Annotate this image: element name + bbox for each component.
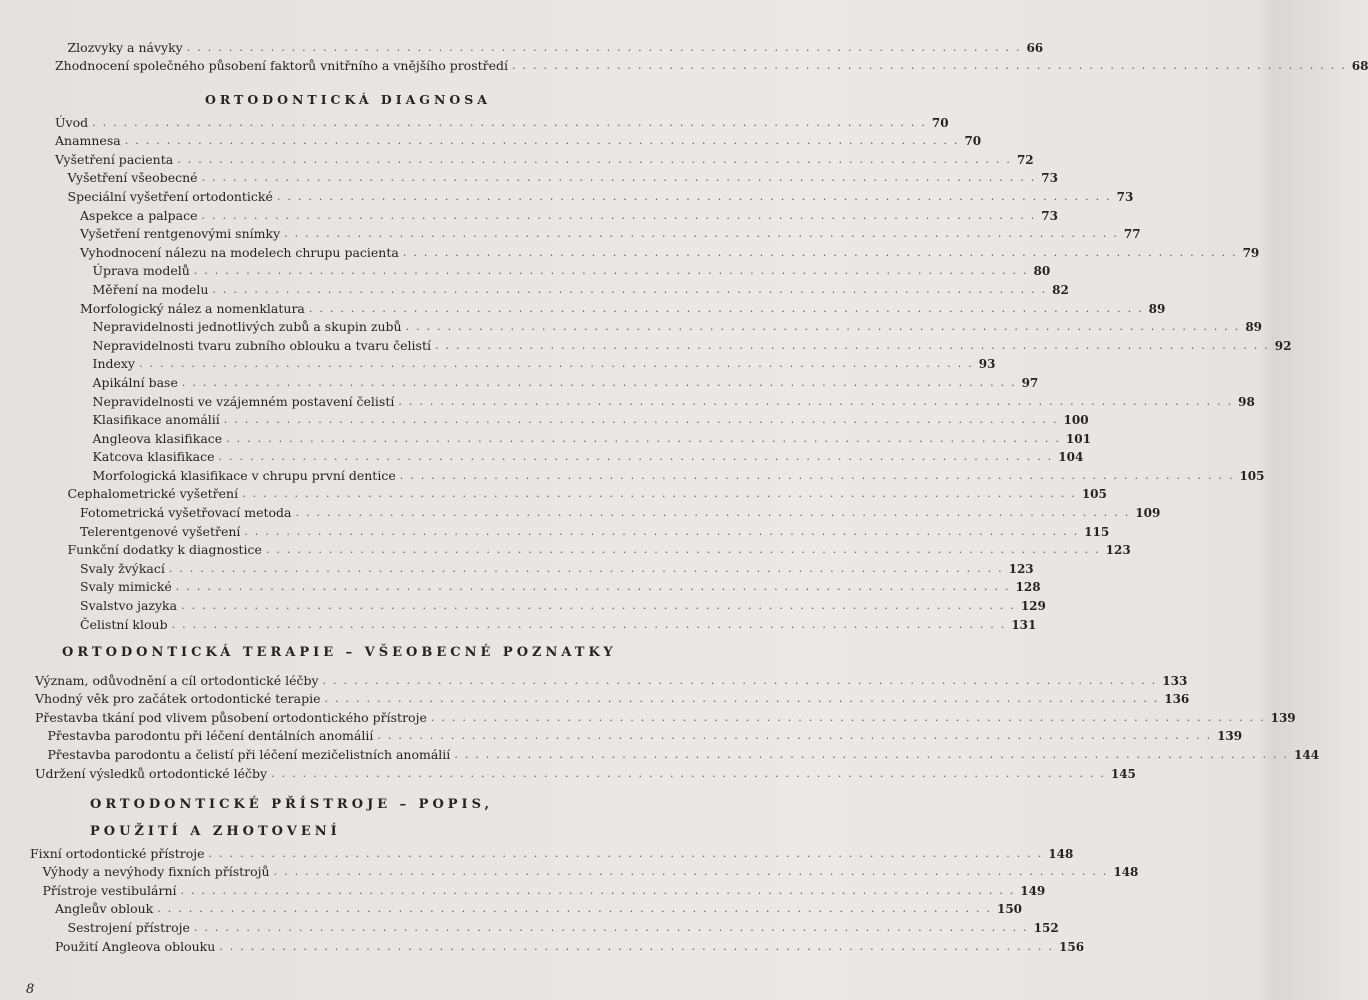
toc-entry-title: Katcova klasifikace bbox=[92, 449, 215, 465]
toc-entry-page: 97 bbox=[1021, 375, 1039, 390]
dot-leader: ................................................................................ bbox=[218, 450, 1059, 464]
toc-entry-title: Speciální vyšetření ortodontické bbox=[67, 188, 273, 204]
toc-entry-page: 144 bbox=[1294, 747, 1320, 762]
toc-entry bbox=[55, 539, 1131, 558]
dot-leader: ................................................................................ bbox=[186, 40, 1027, 54]
toc-entry bbox=[55, 576, 1041, 595]
toc-entry-title: Nepravidelnosti ve vzájemném postavení čelistí bbox=[92, 393, 395, 409]
dot-leader: ................................................................................ bbox=[308, 301, 1149, 315]
toc-entry bbox=[55, 353, 996, 372]
dot-leader: ................................................................................ bbox=[265, 543, 1106, 557]
toc-entry-page: 101 bbox=[1065, 431, 1091, 446]
toc-entry bbox=[55, 260, 1051, 279]
dot-leader: ................................................................................ bbox=[201, 171, 1042, 185]
toc-entry-title: Svaly žvýkací bbox=[80, 560, 165, 576]
toc-entry-title: Přestavba parodontu a čelistí při léčení mezičelistních anomálií bbox=[47, 746, 451, 762]
dot-leader: ................................................................................ bbox=[208, 846, 1049, 860]
toc-entry bbox=[55, 148, 1034, 167]
toc-entry bbox=[55, 55, 1368, 74]
dot-leader: ................................................................................ bbox=[139, 357, 979, 371]
dot-leader: ................................................................................ bbox=[180, 883, 1021, 897]
dot-leader: ................................................................................ bbox=[295, 506, 1136, 520]
toc-entry-title: Vhodný věk pro začátek ortodontické terapie bbox=[35, 691, 321, 707]
dot-leader: ................................................................................ bbox=[193, 920, 1034, 934]
toc-entry bbox=[55, 520, 1110, 539]
dot-leader: ................................................................................ bbox=[398, 394, 1239, 408]
toc-entry-title: Výhody a nevýhody fixních přístrojů bbox=[42, 864, 270, 880]
toc-entry-title: Svalstvo jazyka bbox=[80, 598, 178, 614]
toc-entry-title: Vyšetření pacienta bbox=[55, 151, 174, 167]
dot-leader: ................................................................................ bbox=[177, 152, 1017, 166]
toc-entry bbox=[55, 557, 1034, 576]
toc-entry bbox=[55, 334, 1292, 353]
toc-entry-title: Aspekce a palpace bbox=[80, 207, 198, 223]
toc-entry-page: 93 bbox=[978, 357, 996, 372]
toc-section-pristroje bbox=[30, 842, 1139, 954]
toc-entry-title: Použití Angleova oblouku bbox=[55, 938, 216, 954]
dot-leader: ................................................................................ bbox=[181, 375, 1022, 389]
toc-entry-page: 152 bbox=[1033, 920, 1059, 935]
dot-leader: ................................................................................ bbox=[434, 338, 1275, 352]
toc-entry-page: 68 bbox=[1351, 59, 1368, 74]
toc-entry bbox=[55, 371, 1039, 390]
dot-leader: ................................................................................ bbox=[193, 264, 1034, 278]
dot-leader: ................................................................................ bbox=[201, 208, 1042, 222]
dot-leader: ................................................................................ bbox=[454, 747, 1295, 761]
toc-entry bbox=[35, 725, 1243, 744]
toc-entry-title: Měření na modelu bbox=[92, 281, 209, 297]
toc-entry bbox=[55, 594, 1046, 614]
section-heading-terapie: ORTODONTICKÁ TERAPIE – VŠEOBECNÉ POZNATKY bbox=[62, 645, 617, 660]
toc-section-0 bbox=[55, 36, 1368, 74]
toc-entry-title: Cephalometrické vyšetření bbox=[67, 486, 239, 502]
toc-entry-page: 104 bbox=[1058, 450, 1084, 465]
toc-entry bbox=[30, 861, 1139, 880]
toc-entry-title: Přístroje vestibulární bbox=[42, 882, 177, 898]
toc-entry-page: 131 bbox=[1011, 617, 1037, 632]
toc-entry-page: 133 bbox=[1162, 673, 1188, 688]
toc-entry bbox=[35, 762, 1136, 781]
toc-entry-title: Nepravidelnosti tvaru zubního oblouku a tvaru čelistí bbox=[92, 337, 431, 353]
dot-leader: ................................................................................ bbox=[512, 59, 1352, 73]
toc-entry-page: 105 bbox=[1081, 487, 1107, 502]
toc-entry-title: Čelistní kloub bbox=[80, 616, 168, 632]
toc-entry-page: 73 bbox=[1116, 189, 1134, 204]
dot-leader: ................................................................................ bbox=[92, 115, 932, 129]
toc-entry-page: 89 bbox=[1245, 320, 1263, 335]
toc-entry-page: 128 bbox=[1015, 580, 1041, 595]
toc-section-diagnosa bbox=[55, 111, 1292, 632]
toc-entry bbox=[55, 278, 1069, 297]
toc-entry bbox=[55, 36, 1044, 55]
toc-entry-page: 148 bbox=[1048, 846, 1074, 861]
dot-leader: ................................................................................ bbox=[284, 227, 1124, 241]
dot-leader: ................................................................................ bbox=[212, 282, 1053, 296]
dot-leader: ................................................................................ bbox=[271, 766, 1111, 780]
toc-entry-page: 100 bbox=[1063, 413, 1089, 428]
toc-entry-page: 149 bbox=[1020, 883, 1046, 898]
toc-entry-page: 70 bbox=[931, 115, 949, 130]
toc-entry-title: Vyhodnocení nálezu na modelech chrupu pacienta bbox=[80, 244, 399, 260]
toc-entry bbox=[30, 879, 1046, 898]
toc-entry bbox=[35, 669, 1188, 688]
toc-entry-title: Přestavba parodontu při léčení dentálních anomálií bbox=[47, 728, 374, 744]
toc-entry bbox=[35, 706, 1296, 725]
toc-entry-title: Sestrojení přístroje bbox=[67, 919, 190, 935]
toc-entry-page: 105 bbox=[1239, 468, 1265, 483]
toc-entry bbox=[30, 842, 1074, 861]
toc-entry bbox=[55, 464, 1265, 483]
dot-leader: ................................................................................ bbox=[322, 673, 1163, 687]
dot-leader: ................................................................................ bbox=[324, 692, 1165, 706]
toc-entry-title: Funkční dodatky k diagnostice bbox=[67, 542, 262, 558]
toc-entry-title: Svaly mimické bbox=[80, 579, 172, 595]
dot-leader: ................................................................................ bbox=[171, 617, 1012, 631]
toc-entry bbox=[55, 427, 1091, 446]
toc-entry-page: 79 bbox=[1242, 245, 1260, 260]
toc-entry-title: Morfologická klasifikace v chrupu první dentice bbox=[92, 467, 396, 483]
toc-entry-title: Zlozvyky a návyky bbox=[67, 39, 183, 55]
toc-entry-title: Klasifikace anomálií bbox=[92, 412, 220, 428]
toc-entry-page: 66 bbox=[1026, 40, 1044, 55]
dot-leader: ................................................................................ bbox=[273, 865, 1114, 879]
dot-leader: ................................................................................ bbox=[219, 939, 1060, 953]
toc-entry-page: 89 bbox=[1148, 301, 1166, 316]
dot-leader: ................................................................................ bbox=[223, 413, 1064, 427]
toc-entry bbox=[55, 409, 1089, 428]
toc-entry-title: Apikální base bbox=[92, 374, 178, 390]
dot-leader: ................................................................................ bbox=[276, 189, 1117, 203]
toc-entry bbox=[30, 898, 1023, 917]
toc-entry bbox=[55, 316, 1263, 335]
toc-entry bbox=[55, 111, 949, 130]
toc-entry-page: 156 bbox=[1059, 939, 1085, 954]
toc-entry-page: 139 bbox=[1270, 710, 1296, 725]
dot-leader: ................................................................................ bbox=[430, 710, 1271, 724]
dot-leader: ................................................................................ bbox=[124, 134, 965, 148]
toc-entry-page: 98 bbox=[1238, 394, 1255, 409]
dot-leader: ................................................................................ bbox=[157, 902, 997, 916]
toc-entry bbox=[55, 241, 1260, 260]
toc-entry-page: 73 bbox=[1041, 171, 1058, 186]
toc-entry bbox=[55, 223, 1141, 242]
toc-entry-page: 150 bbox=[996, 902, 1023, 917]
dot-leader: ................................................................................ bbox=[242, 487, 1082, 501]
toc-entry bbox=[30, 916, 1059, 935]
toc-entry-page: 72 bbox=[1016, 152, 1034, 167]
toc-entry-title: Indexy bbox=[92, 356, 135, 372]
toc-entry-title: Význam, odůvodnění a cíl ortodontické léčby bbox=[35, 672, 319, 688]
toc-entry bbox=[55, 297, 1166, 316]
toc-entry bbox=[55, 390, 1255, 409]
dot-leader: ................................................................................ bbox=[168, 561, 1009, 575]
dot-leader: ................................................................................ bbox=[181, 599, 1021, 613]
page-number: 8 bbox=[26, 982, 35, 997]
toc-entry-title: Přestavba tkání pod vlivem působení ortodontického přístroje bbox=[35, 709, 427, 725]
toc-entry-title: Zhodnocení společného působení faktorů vnitřního a vnějšího prostředí bbox=[55, 58, 509, 74]
dot-leader: ................................................................................ bbox=[402, 245, 1243, 259]
toc-entry-page: 129 bbox=[1020, 599, 1046, 614]
toc-entry-page: 115 bbox=[1084, 524, 1110, 539]
toc-entry bbox=[55, 446, 1084, 465]
toc-entry-title: Nepravidelnosti jednotlivých zubů a skupin zubů bbox=[92, 319, 402, 335]
dot-leader: ................................................................................ bbox=[175, 580, 1016, 594]
toc-entry-title: Morfologický nález a nomenklatura bbox=[80, 300, 305, 316]
toc-entry bbox=[55, 130, 982, 149]
toc-entry-page: 80 bbox=[1033, 264, 1051, 279]
toc-entry-title: Vyšetření rentgenovými snímky bbox=[80, 226, 281, 242]
toc-entry-page: 136 bbox=[1164, 692, 1190, 707]
toc-section-terapie bbox=[35, 669, 1320, 781]
toc-entry-page: 145 bbox=[1110, 766, 1136, 781]
dot-leader: ................................................................................ bbox=[377, 729, 1218, 743]
toc-entry-page: 109 bbox=[1135, 506, 1161, 521]
toc-entry-page: 92 bbox=[1274, 338, 1292, 353]
toc-entry-title: Fotometrická vyšetřovací metoda bbox=[80, 505, 292, 521]
toc-entry-page: 70 bbox=[964, 134, 982, 149]
toc-entry-page: 123 bbox=[1008, 561, 1034, 576]
toc-entry-page: 73 bbox=[1041, 208, 1058, 223]
toc-entry bbox=[55, 204, 1058, 223]
toc-entry bbox=[55, 501, 1161, 521]
toc-entry bbox=[55, 167, 1058, 186]
toc-entry-page: 77 bbox=[1123, 227, 1141, 242]
section-heading-diagnosa: ORTODONTICKÁ DIAGNOSA bbox=[205, 92, 492, 107]
toc-entry bbox=[55, 483, 1107, 502]
toc-entry-page: 123 bbox=[1105, 543, 1131, 558]
toc-entry-page: 148 bbox=[1113, 865, 1139, 880]
dot-leader: ................................................................................ bbox=[399, 468, 1240, 482]
toc-entry-title: Úvod bbox=[55, 114, 89, 130]
toc-entry-title: Anamnesa bbox=[55, 133, 121, 149]
dot-leader: ................................................................................ bbox=[226, 431, 1066, 445]
dot-leader: ................................................................................ bbox=[244, 524, 1085, 538]
toc-entry bbox=[30, 935, 1085, 954]
toc-entry bbox=[35, 688, 1190, 707]
toc-entry-page: 139 bbox=[1217, 729, 1243, 744]
toc-entry bbox=[55, 613, 1037, 632]
toc-entry-title: Telerentgenové vyšetření bbox=[80, 523, 241, 539]
toc-entry bbox=[55, 185, 1134, 204]
toc-entry-title: Fixní ortodontické přístroje bbox=[30, 845, 205, 861]
toc-entry-title: Angleova klasifikace bbox=[92, 430, 223, 446]
toc-entry-title: Úprava modelů bbox=[92, 263, 190, 279]
toc-entry bbox=[35, 743, 1320, 762]
toc-entry-title: Vyšetření všeobecné bbox=[67, 170, 198, 186]
toc-entry-title: Udržení výsledků ortodontické léčby bbox=[35, 765, 268, 781]
toc-entry-page: 82 bbox=[1052, 282, 1069, 297]
dot-leader: ................................................................................ bbox=[405, 320, 1246, 334]
section-heading-pristroje: ORTODONTICKÉ PŘÍSTROJE – POPIS, POUŽITÍ A ZHOTOVENÍ bbox=[90, 797, 494, 839]
toc-entry-title: Angleův oblouk bbox=[55, 901, 154, 917]
